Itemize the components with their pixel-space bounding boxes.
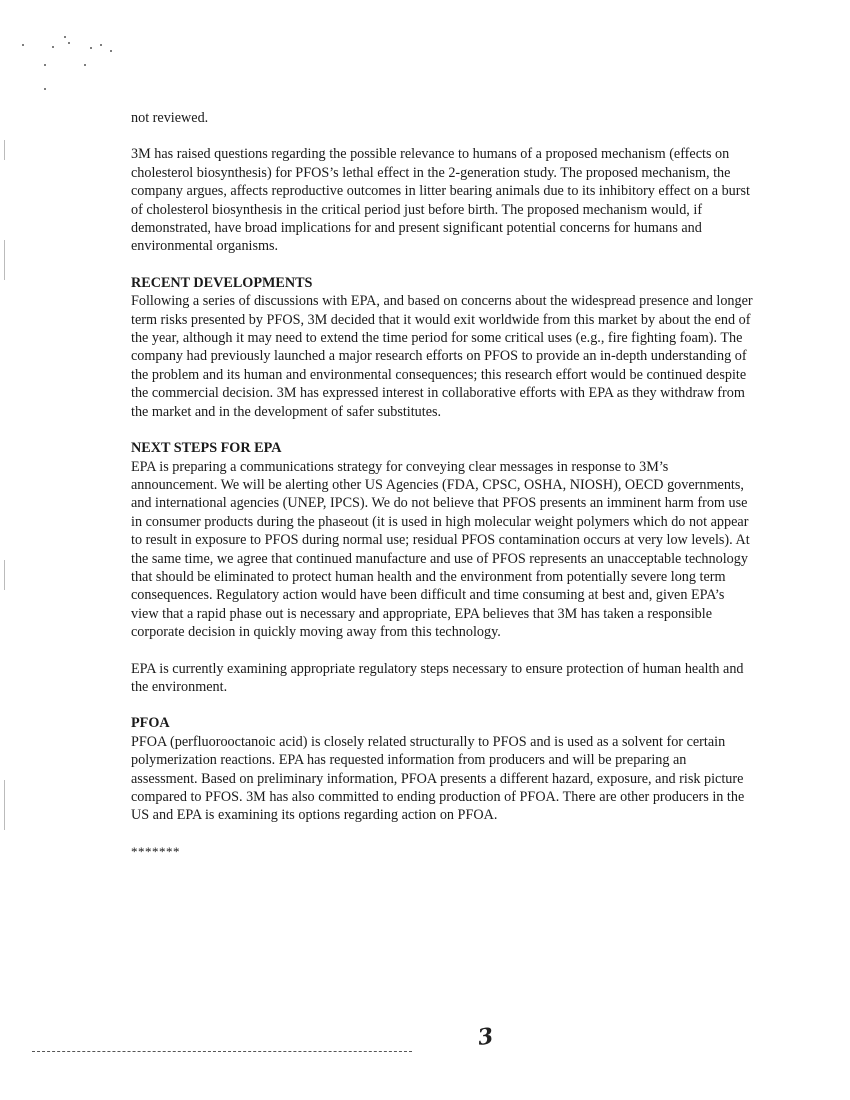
page-number: 3	[476, 1023, 496, 1051]
scan-speck	[84, 64, 86, 66]
next-steps-paragraph-2: EPA is currently examining appropriate regulatory steps necessary to ensure protection of human health and the environment.	[131, 660, 744, 695]
margin-scan-line	[4, 560, 5, 590]
scan-speck	[22, 44, 24, 46]
next-steps-heading: NEXT STEPS FOR EPA	[131, 440, 282, 457]
end-marker: *******	[131, 843, 180, 859]
margin-scan-line	[4, 240, 5, 280]
next-steps-paragraph: EPA is preparing a communications strategy for conveying clear messages in response to 3M’s announcement. We will be alerting other US Agencies (FDA, CPSC, OSHA, NIOSH), OECD governments, and international agencies (UNEP, IPCS). We do not believe that PFOS presents an imminent harm from use in consumer products during the phaseout (it is used in high molecular weight polymers which do not appear to result in exposure to PFOS during normal use; residual PFOS contamination occurs at very low levels). At the same time, we agree that continued manufacture and use of PFOS represents an unacceptable technology that should be eliminated to protect human health and the environment from potentially severe long term consequences. Regulatory action would have been difficult and time consuming at best and, given EPA’s view that a rapid phase out is necessary and appropriate, EPA believes that 3M has taken a responsible corporate decision in quickly moving away from this technology.	[131, 458, 750, 641]
recent-developments-heading: RECENT DEVELOPMENTS	[131, 274, 313, 291]
margin-scan-line	[4, 780, 5, 830]
scan-speck	[90, 47, 92, 49]
footer-rule	[32, 1051, 412, 1052]
document-body	[131, 109, 755, 861]
pfoa-paragraph: PFOA (perfluorooctanoic acid) is closely related structurally to PFOS and is used as a solvent for certain polymerization reactions. EPA has requested information from producers and will be preparing an assessment. Based on preliminary information, PFOA presents a different hazard, exposure, and risk picture compared to PFOS. 3M has also committed to ending production of PFOA. There are other producers in the US and EPA is examining its options regarding action on PFOA.	[131, 733, 745, 824]
margin-scan-line	[4, 140, 5, 160]
mechanism-paragraph: 3M has raised questions regarding the possible relevance to humans of a proposed mechanism (effects on cholesterol biosynthesis) for PFOS’s lethal effect in the 2-generation study. The proposed mechanism, the company argues, affects reproductive outcomes in litter bearing animals due to its inhibitory effect on a burst of cholesterol biosynthesis in the critical period just before birth. The proposed mechanism would, if demonstrated, have broad implications for and present significant potential concerns for humans and environmental organisms.	[131, 146, 750, 255]
scan-speck	[68, 42, 70, 44]
scan-speck	[100, 44, 102, 46]
recent-developments-paragraph: Following a series of discussions with EPA, and based on concerns about the widespread presence and longer term risks presented by PFOS, 3M decided that it would exit worldwide from this market by about the end of the year, although it may need to extend the time period for some critical uses (e.g., fire fighting foam). The company had previously launched a major research efforts on PFOS to provide an in-depth understanding of the problem and its human and environmental consequences; this research effort would be continued despite the commercial decision. 3M has expressed interest in collaborative efforts with EPA as they withdraw from the market and in the development of safer substitutes.	[131, 293, 753, 420]
pfoa-heading: PFOA	[131, 715, 170, 732]
scan-speck	[52, 46, 54, 48]
scan-speck	[44, 64, 46, 66]
scan-speck	[64, 36, 66, 38]
intro-text: not reviewed.	[131, 110, 209, 126]
scan-speck	[110, 50, 112, 52]
scan-speck	[44, 88, 46, 90]
